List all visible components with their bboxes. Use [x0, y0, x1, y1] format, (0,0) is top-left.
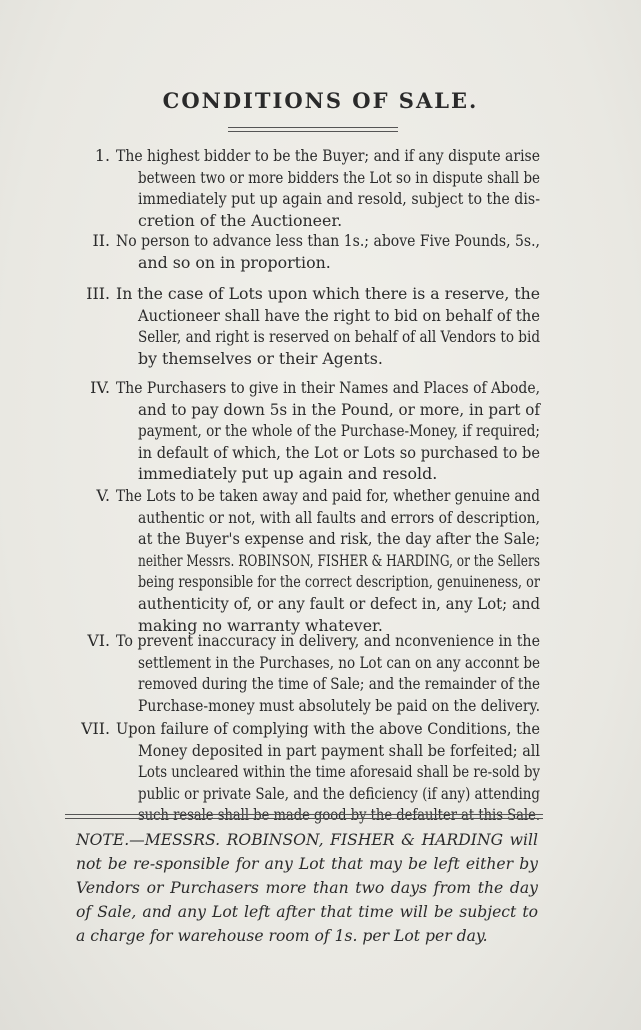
condition-line: payment, or the whole of the Purchase-Money, if required;	[138, 421, 540, 441]
condition-line: The highest bidder to be the Buyer; and if any dispute arise	[116, 146, 540, 165]
condition-line: Lots uncleared within the time aforesaid shall be re-sold by	[138, 762, 540, 782]
condition-body	[138, 740, 540, 826]
condition-line: immediately put up again and resold.	[138, 464, 438, 484]
note-text: —MESSRS. ROBINSON, FISHER & HARDING will not be re-sponsible for any Lot that may be left either by Vendors or Purchasers more than two days from the day of Sale, and any Lot left after that time will be subject to a charge for warehouse room of 1s. per Lot per day.	[76, 831, 538, 945]
condition-line: immediately put up again and resold, subject to the dis-	[138, 189, 540, 209]
condition-line: settlement in the Purchases, no Lot can on any acconnt be	[138, 652, 540, 672]
condition-body	[138, 305, 540, 370]
condition-line: by themselves or their Agents.	[138, 348, 383, 368]
condition-number: II.	[92, 231, 110, 250]
note-label: NOTE.	[76, 831, 130, 849]
condition-line: between two or more bidders the Lot so in dispute shall be	[138, 167, 540, 187]
condition-line: Purchase-money must absolutely be paid on the delivery.	[138, 695, 540, 715]
condition-line: and to pay down 5s in the Pound, or more, in part of	[138, 399, 540, 419]
condition-line: Money deposited in part payment shall be forfeited; all	[138, 740, 540, 760]
title-divider	[228, 127, 398, 132]
note-divider	[65, 814, 543, 819]
condition-line: in default of which, the Lot or Lots so purchased to be	[138, 442, 540, 462]
condition-line: neither Messrs. ROBINSON, FISHER & HARDING, or the Sellers	[138, 550, 540, 570]
condition-line: and so on in proportion.	[138, 252, 331, 272]
condition-line: public or private Sale, and the deficiency (if any) attending	[138, 783, 540, 803]
condition-line: such resale shall be made good by the defaulter at this Sale.	[138, 805, 540, 825]
condition-line: authenticity of, or any fault or defect in, any Lot; and	[138, 593, 540, 613]
condition-line: cretion of the Auctioneer.	[138, 210, 343, 230]
condition-line: The Purchasers to give in their Names and Places of Abode,	[116, 378, 540, 397]
condition-line: To prevent inaccuracy in delivery, and nconvenience in the	[116, 631, 540, 650]
condition-body	[138, 167, 540, 232]
condition-body	[138, 652, 540, 717]
condition-number: VI.	[87, 631, 110, 650]
condition-number: V.	[96, 486, 110, 505]
condition-body	[138, 399, 540, 485]
condition-number: III.	[86, 284, 110, 303]
condition-number: 1.	[94, 146, 110, 165]
condition-number: VII.	[81, 719, 110, 738]
page-title: CONDITIONS OF SALE.	[162, 88, 479, 113]
condition-line: authentic or not, with all faults and errors of description,	[138, 507, 540, 527]
condition-body	[138, 507, 540, 637]
condition-line: In the case of Lots upon which there is a reserve, the	[116, 284, 540, 303]
condition-line: at the Buyer's expense and risk, the day after the Sale;	[138, 529, 540, 549]
condition-number: IV.	[90, 378, 110, 397]
condition-line: Auctioneer shall have the right to bid on behalf of the	[138, 305, 540, 325]
condition-line: No person to advance less than 1s.; above Five Pounds, 5s.,	[116, 231, 540, 250]
condition-line: Seller, and right is reserved on behalf of all Vendors to bid	[138, 327, 540, 347]
footer-note	[76, 828, 538, 948]
condition-line: The Lots to be taken away and paid for, whether genuine and	[116, 486, 540, 505]
condition-line: being responsible for the correct description, genuineness, or	[138, 572, 540, 592]
condition-line: removed during the time of Sale; and the remainder of the	[138, 674, 540, 694]
condition-line: making no warranty whatever.	[138, 615, 383, 635]
condition-body	[138, 252, 540, 274]
condition-line: Upon failure of complying with the above Conditions, the	[116, 719, 540, 738]
